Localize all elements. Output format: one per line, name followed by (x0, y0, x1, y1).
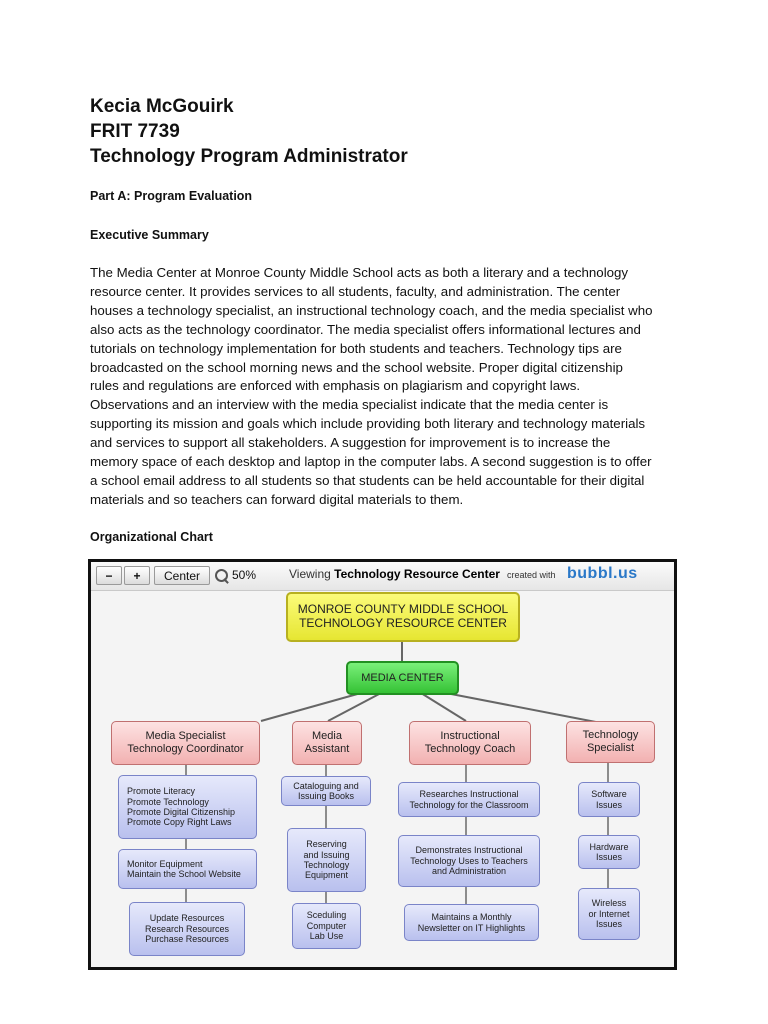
author-name: Kecia McGouirk (90, 96, 234, 117)
summary-line: materials and so teachers can forward digital materials to them. (90, 491, 464, 507)
task-scheduling-lab[interactable]: Sceduling Computer Lab Use (292, 903, 361, 949)
summary-line: The Media Center at Monroe County Middle School acts as both a literary and a technology (90, 265, 629, 280)
task-software-issues[interactable]: Software Issues (578, 782, 640, 817)
task-research-technology[interactable]: Researches Instructional Technology for the Classroom (398, 782, 540, 817)
zoom-out-button[interactable]: − (96, 566, 122, 585)
org-chart-frame (88, 559, 677, 970)
org-chart-heading: Organizational Chart (90, 530, 213, 544)
root-node[interactable]: MONROE COUNTY MIDDLE SCHOOL TECHNOLOGY RESOURCE CENTER (286, 592, 520, 642)
summary-line: memory space of each desktop and laptop in the computer labs. A second suggestion is to offer (90, 454, 652, 470)
summary-line: tutorials on technology implementation for both students and teachers. Technology tips are (90, 340, 622, 356)
summary-line: also acts as the technology coordinator. The media specialist offers informational lectures and (90, 321, 641, 337)
created-with-label: created with (507, 570, 556, 580)
role-media-specialist[interactable]: Media Specialist Technology Coordinator (111, 721, 260, 765)
summary-line: Observations and an interview with the media specialist indicate that the media center is (90, 397, 609, 413)
magnifier-icon (215, 569, 228, 582)
summary-line: and services to support all stakeholders. A suggestion for improvement is to increase the (90, 435, 611, 451)
chart-toolbar (91, 562, 674, 591)
executive-summary (90, 264, 680, 510)
summary-line: rules and regulations are enforced with emphasis on plagiarism and copyright laws. (90, 378, 581, 394)
part-heading: Part A: Program Evaluation (90, 189, 253, 203)
viewing-label (289, 567, 500, 581)
role-technology-specialist[interactable]: Technology Specialist (566, 721, 655, 763)
role-media-assistant[interactable]: Media Assistant (292, 721, 362, 765)
viewing-map-name: Technology Resource Center (334, 567, 500, 581)
task-hardware-issues[interactable]: Hardware Issues (578, 835, 640, 869)
role-instructional-coach[interactable]: Instructional Technology Coach (409, 721, 531, 765)
course-number: FRIT 7739 (90, 121, 180, 142)
task-cataloguing[interactable]: Cataloguing and Issuing Books (281, 776, 371, 806)
summary-line: resource center. It provides services to all students, faculty, and administration. The center (90, 283, 621, 299)
task-monitor-equipment[interactable]: Monitor Equipment Maintain the School Website (118, 849, 257, 889)
mind-map-canvas[interactable] (91, 591, 674, 967)
task-promote[interactable]: Promote Literacy Promote Technology Promote Digital Citizenship Promote Copy Right Laws (118, 775, 257, 839)
course-title: Technology Program Administrator (90, 146, 408, 167)
zoom-level[interactable] (215, 568, 256, 582)
bubblus-logo[interactable]: bubbl.us (567, 565, 638, 582)
task-wireless-issues[interactable]: Wireless or Internet Issues (578, 888, 640, 940)
viewing-prefix: Viewing (289, 567, 331, 581)
summary-line: houses a technology specialist, an instructional technology coach, and the media specialist who (90, 302, 653, 318)
summary-heading: Executive Summary (90, 228, 209, 242)
task-resources[interactable]: Update Resources Research Resources Purchase Resources (129, 902, 245, 956)
summary-line: a school email address to all students so that students can be held accountable for their digital (90, 472, 645, 488)
center-button[interactable]: Center (154, 566, 210, 585)
task-reserving-equipment[interactable]: Reserving and Issuing Technology Equipment (287, 828, 366, 892)
zoom-value: 50% (232, 568, 257, 582)
task-demonstrate-technology[interactable]: Demonstrates Instructional Technology Uses to Teachers and Administration (398, 835, 540, 887)
zoom-in-button[interactable]: + (124, 566, 150, 585)
summary-line: broadcasted on the school morning news and the school website. Proper digital citizenship (90, 359, 623, 375)
hub-node-media-center[interactable]: MEDIA CENTER (346, 661, 459, 695)
summary-line: supporting its mission and goals which include providing both literary and technology materials (90, 416, 646, 432)
task-newsletter[interactable]: Maintains a Monthly Newsletter on IT Highlights (404, 904, 539, 941)
